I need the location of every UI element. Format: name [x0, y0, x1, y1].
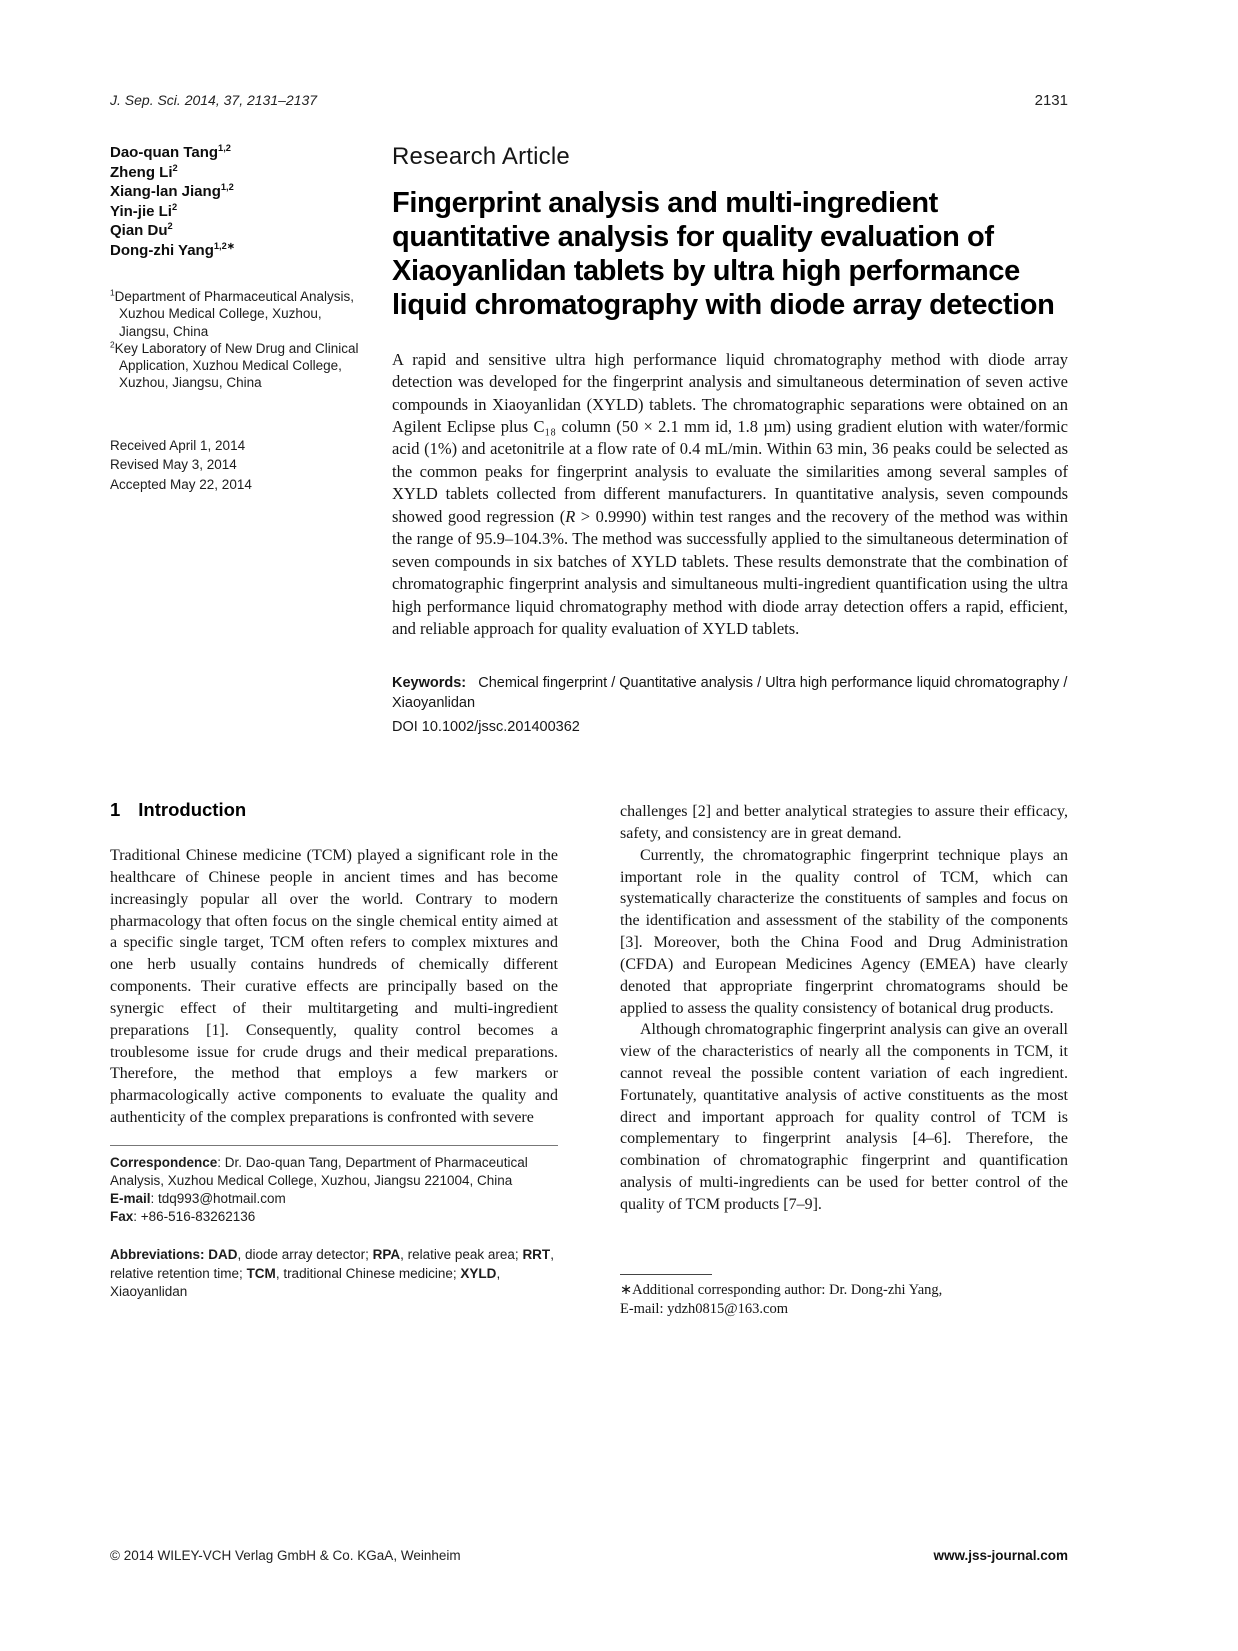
paragraph: Traditional Chinese medicine (TCM) played a significant role in the healthcare of Chinese people in ancient times and has become increasingly popular all over the world. Contrary to modern pharmacology that often focus on the single chemical entity aimed at a specific single target, TCM often refers to complex mixtures and one herb usually contains hundreds of chemically different components. Their curative effects are principally based on the synergic effect of their multitargeting and multi-ingredient preparations [1]. Consequently, quality control becomes a troublesome issue for crude drugs and their medical preparations. Therefore, the method that employs a few markers or pharmacologically active components to evaluate the quality and authenticity of the complex preparations is confronted with severe [110, 847, 558, 1126]
affiliation: $^2$Key Laboratory of New Drug and Clinical Application, Xuzhou Medical College, Xuzhou, Jiangsu, China [110, 339, 359, 391]
footnote-email-line: E-mail: ydzh0815@163.com [620, 1301, 789, 1318]
affiliation-list [110, 288, 360, 392]
article-title: Fingerprint analysis and multi-ingredient quantitative analysis for quality evaluation of Xiaoyanlidan tablets by ultra high performance liquid chromatography with diode array detection [392, 187, 1055, 321]
author-affiliation-marker: 2 [172, 162, 178, 173]
doi: DOI 10.1002/jssc.201400362 [392, 718, 580, 735]
keywords-label: Keywords: [392, 675, 467, 692]
author-name: Xiang-lan Jiang$^{1,2}$ [110, 182, 234, 200]
author-affiliation-marker: 1,2 [218, 143, 231, 153]
correspondence-fax: Fax: +86-516-83262136 [110, 1208, 256, 1224]
correspondence-divider [110, 1145, 558, 1146]
page-footer [110, 1548, 1068, 1563]
right-column [620, 793, 1068, 1320]
paragraph: Currently, the chromatographic fingerprint technique plays an important role in the quality control of TCM, which can systematically characterize the constituents of samples and focus on the identification and assessment of the stability of the components [3]. Moreover, both the China Food and Drug Administration (CFDA) and European Medicines Agency (EMEA) have clearly denoted that appropriate fingerprint chromatograms should be applied to assess the quality consistency of botanical drug products. [620, 846, 1068, 1017]
author-name: Zheng Li$^2$ [110, 162, 178, 181]
author-sidebar [110, 143, 360, 737]
author-affiliation-marker: 1,2 [220, 182, 234, 192]
author-affiliation-marker: 2 [171, 201, 178, 212]
correspondence-email: E-mail: tdq993@hotmail.com [110, 1190, 286, 1206]
email-link[interactable]: ydzh0815@163.com [667, 1301, 789, 1318]
affiliation: $^1$Department of Pharmaceutical Analysis, Xuzhou Medical College, Xuzhou, Jiangsu, China [110, 287, 355, 339]
section-number: 1 [110, 799, 121, 821]
author-name: Dao-quan Tang$^{1,2}$ [110, 143, 231, 161]
two-column-body [110, 793, 1068, 1320]
keywords-block [392, 674, 1068, 737]
article-type: Research Article [392, 143, 570, 170]
journal-website-link[interactable]: www.jss-journal.com [933, 1548, 1068, 1563]
correspondence-block [110, 1154, 558, 1226]
author-name: Qian Du$^2$ [110, 221, 173, 239]
abbreviations-block: Abbreviations: DAD, diode array detector; RPA, relative peak area; RRT, relative retention time; TCM, traditional Chinese medicine; XYLD, Xiaoyanlidan [110, 1246, 554, 1300]
paragraph: challenges [2] and better analytical strategies to assure their efficacy, safety, and consistency are in great demand. [620, 803, 1068, 842]
running-head [110, 92, 1068, 109]
author-affiliation-marker: 1,2∗ [213, 240, 235, 251]
email-link[interactable]: tdq993@hotmail.com [158, 1190, 286, 1206]
paragraph: Although chromatographic fingerprint analysis can give an overall view of the characteristics of nearly all the components in TCM, it cannot reveal the possible content variation of each ingredient. Fortunately, quantitative analysis of active constituents as the most direct and important approach for quality control of TCM is complementary to fingerprint analysis [4–6]. Therefore, the combination of chromatographic fingerprint and quantification analysis of multi-ingredients can be used for better control of the quality of TCM products [7–9]. [620, 1021, 1068, 1213]
page-number: 2131 [1034, 92, 1068, 109]
article-history [110, 436, 360, 495]
corresponding-author-footnote [620, 1281, 1068, 1320]
article-head [392, 143, 1068, 737]
correspondence-address: Correspondence: Dr. Dao-quan Tang, Department of Pharmaceutical Analysis, Xuzhou Medical College, Xuzhou, Jiangsu 221004, China [110, 1154, 528, 1188]
section-heading [110, 799, 558, 821]
author-list [110, 143, 360, 260]
author-name: Dong-zhi Yang$^{1,2∗}$ [110, 240, 235, 259]
footnote-divider [620, 1274, 712, 1275]
journal-reference: J. Sep. Sci. 2014, 37, 2131–2137 [110, 92, 318, 108]
revised-date: Revised May 3, 2014 [110, 457, 237, 473]
left-column [110, 793, 558, 1320]
author-affiliation-marker: 2 [167, 221, 173, 231]
section-title: Introduction [138, 799, 247, 821]
abstract: A rapid and sensitive ultra high performance liquid chromatography method with diode array detection was developed for the fingerprint analysis and simultaneous determination of seven active compounds in Xiaoyanlidan (XYLD) tablets. The chromatographic separations were obtained on an Agilent Eclipse plus C₁₈ column (50 × 2.1 mm id, 1.8 µm) using gradient elution with water/formic acid (1%) and acetonitrile at a flow rate of 0.4 mL/min. Within 63 min, 36 peaks could be selected as the common peaks for fingerprint analysis to evaluate the similarities among several samples of XYLD tablets collected from different manufacturers. In quantitative analysis, seven compounds showed good regression (R > 0.9990) within test ranges and the recovery of the method was within the range of 95.9–104.3%. The method was successfully applied to the simultaneous determination of seven compounds in six batches of XYLD tablets. These results demonstrate that the combination of chromatographic fingerprint analysis and simultaneous multi-ingredient quantification using the ultra high performance liquid chromatography method with diode array detection offers a rapid, efficient, and reliable approach for quality evaluation of XYLD tablets. [392, 349, 1069, 638]
received-date: Received April 1, 2014 [110, 437, 246, 453]
accepted-date: Accepted May 22, 2014 [110, 476, 252, 492]
author-name: Yin-jie Li$^2$ [110, 201, 178, 220]
keywords-text: Chemical fingerprint / Quantitative analysis / Ultra high performance liquid chromatography / Xiaoyanlidan [392, 675, 1068, 711]
copyright-notice: © 2014 WILEY-VCH Verlag GmbH & Co. KGaA, Weinheim [110, 1548, 461, 1563]
footnote-line: ∗Additional corresponding author: Dr. Dong-zhi Yang, [620, 1281, 943, 1298]
